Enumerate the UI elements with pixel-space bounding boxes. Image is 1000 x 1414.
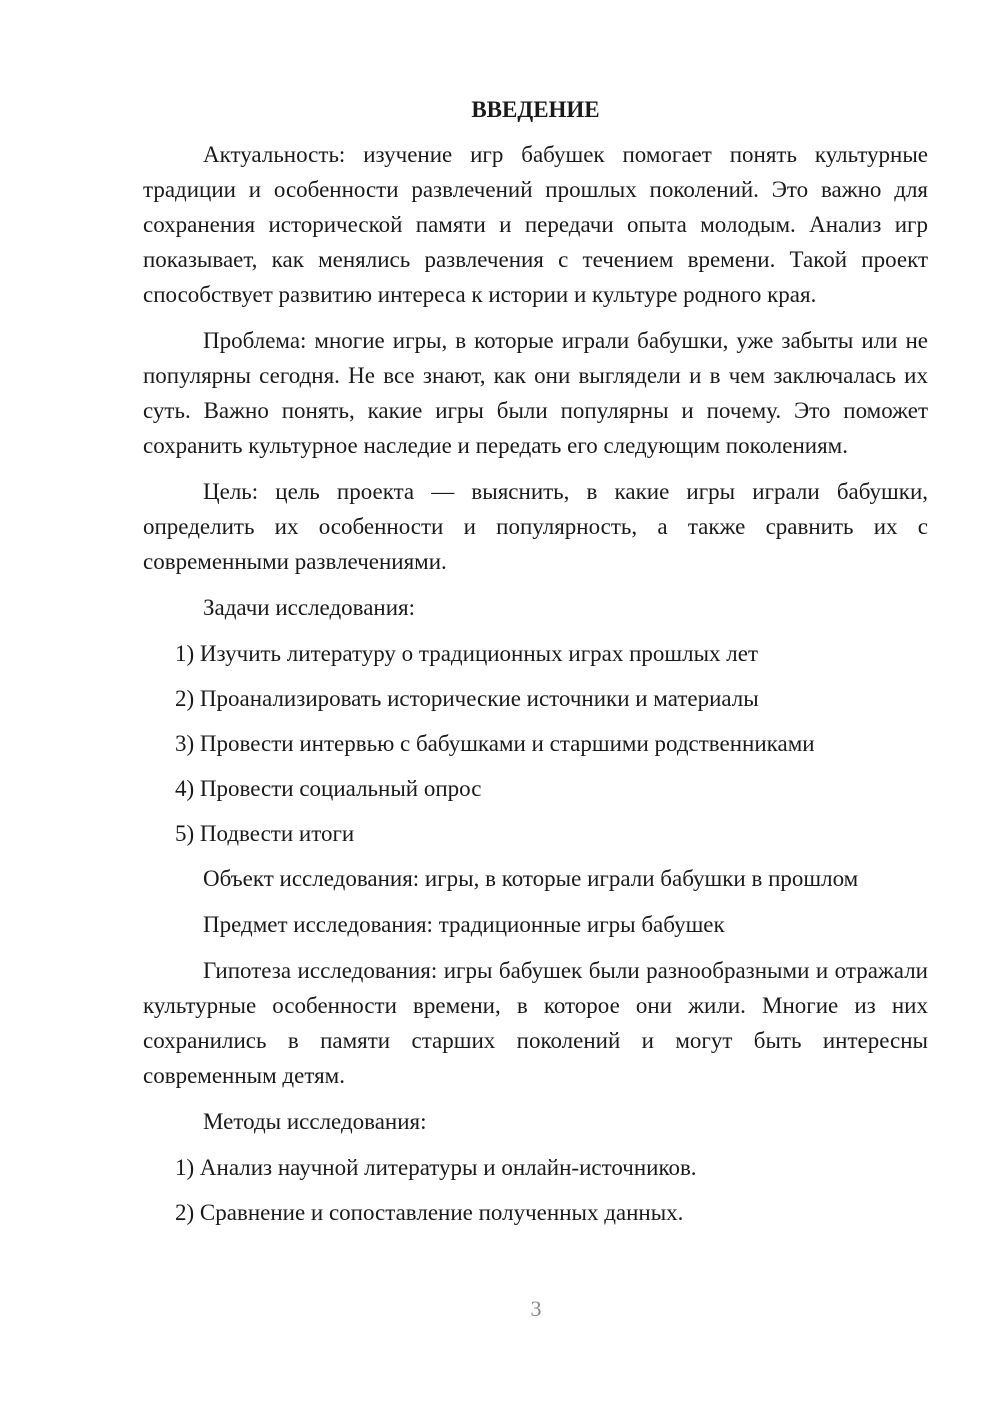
task-item-2: 2) Проанализировать исторические источники и материалы	[175, 686, 759, 711]
subject-paragraph: Предмет исследования: традиционные игры бабушек	[203, 912, 725, 937]
task-item-5: 5) Подвести итоги	[175, 821, 355, 846]
hypothesis-paragraph: Гипотеза исследования: игры бабушек были разнообразными и отражали культурные особенности времени, в которое они жили. Многие из них сохранились в памяти старших поколений и могут быть интересны современным детям.	[143, 958, 928, 1088]
section-heading: ВВЕДЕНИЕ	[471, 97, 600, 122]
method-item-1: 1) Анализ научной литературы и онлайн-источников.	[175, 1155, 697, 1180]
task-item-3: 3) Провести интервью с бабушками и старшими родственниками	[175, 731, 815, 756]
object-paragraph: Объект исследования: игры, в которые играли бабушки в прошлом	[203, 866, 859, 891]
tasks-title: Задачи исследования:	[203, 595, 416, 620]
relevance-paragraph: Актуальность: изучение игр бабушек помогает понять культурные традиции и особенности развлечений прошлых поколений. Это важно для сохранения исторической памяти и передачи опыта молодым. Анализ игр показывает, как менялись развлечения с течением времени. Такой проект способствует развитию интереса к истории и культуре родного края.	[143, 142, 928, 307]
goal-paragraph: Цель: цель проекта — выяснить, в какие игры играли бабушки, определить их особенности и популярность, а также сравнить их с современными развлечениями.	[143, 479, 928, 574]
task-item-4: 4) Провести социальный опрос	[175, 776, 482, 801]
method-item-2: 2) Сравнение и сопоставление полученных данных.	[175, 1200, 684, 1225]
task-item-1: 1) Изучить литературу о традиционных играх прошлых лет	[175, 641, 759, 666]
document-page	[143, 92, 928, 1240]
problem-paragraph: Проблема: многие игры, в которые играли бабушки, уже забыты или не популярны сегодня. Не все знают, как они выглядели и в чем заключалась их суть. Важно понять, какие игры были популярны и почему. Это поможет сохранить культурное наследие и передать его следующим поколениям.	[143, 328, 928, 458]
methods-title: Методы исследования:	[203, 1109, 427, 1134]
page-number: 3	[530, 1296, 542, 1321]
